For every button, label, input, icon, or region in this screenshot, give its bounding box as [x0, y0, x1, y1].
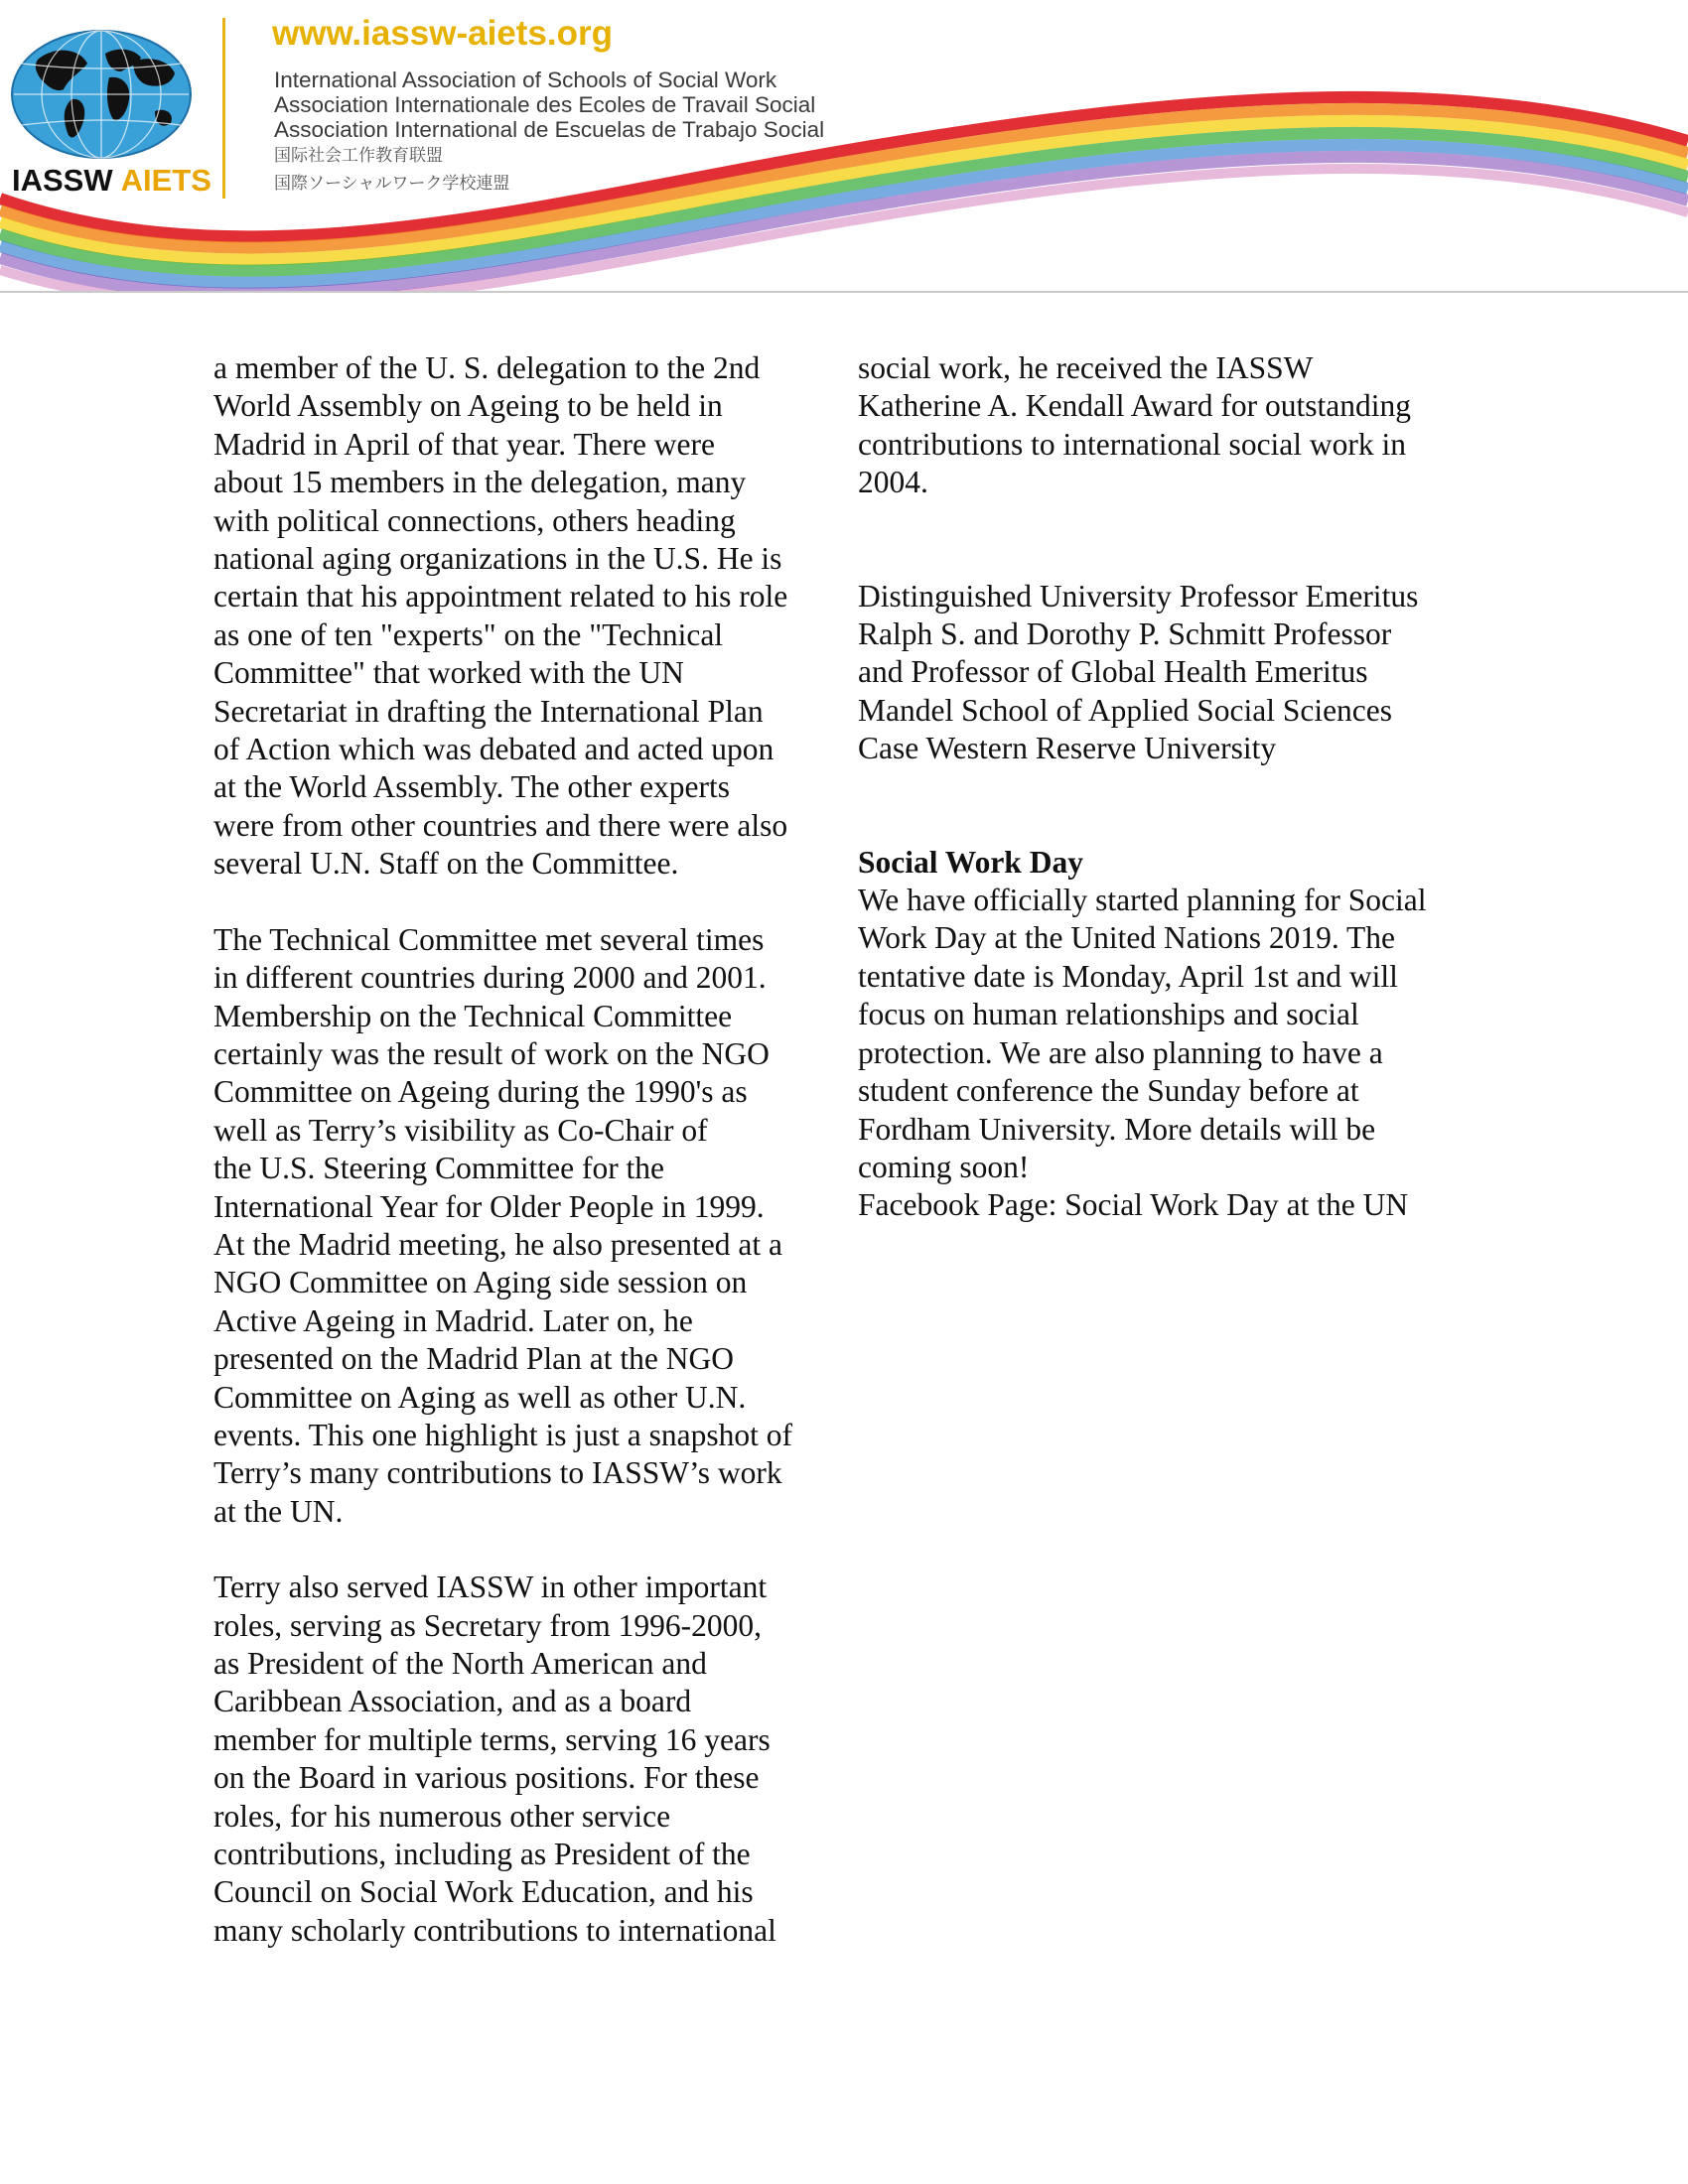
globe-icon: [10, 28, 194, 162]
paragraph-kendall-award: social work, he received the IASSW Katherine A. Kendall Award for outstanding contributions to international social work in 2004.: [858, 350, 1411, 500]
paragraph-spacer: [213, 884, 849, 921]
association-name-ja: 国際ソーシャルワーク学校連盟: [274, 174, 510, 194]
rainbow-swoosh: [0, 0, 1688, 291]
left-column: [213, 349, 849, 1950]
logo-text-aiets: AIETS: [120, 163, 211, 198]
signature-titles: Distinguished University Professor Emeritus Ralph S. and Dorothy P. Schmitt Professor and Professor of Global Health Emeritus Mandel School of Applied Social Sciences Case Western Reserve University: [858, 578, 1419, 766]
right-column: [858, 349, 1493, 1225]
paragraph-spacer: [858, 768, 1493, 844]
association-name-fr: Association Internationale des Ecoles de Travail Social: [274, 92, 816, 117]
paragraph-social-work-day: We have officially started planning for Social Work Day at the United Nations 2019. The tentative date is Monday, April 1st and will focus on human relationships and social protection. We are also planning to have a student conference the Sunday before at Fordham University. More details will be coming soon!: [858, 883, 1427, 1184]
paragraph-spacer: [858, 502, 1493, 578]
letterhead: [0, 0, 1688, 293]
association-names: [274, 68, 824, 198]
facebook-page-text: Facebook Page: Social Work Day at the UN: [858, 1187, 1409, 1223]
paragraph-other-roles: Terry also served IASSW in other important roles, serving as Secretary from 1996-2000, as President of the North American and Caribbean Association, and as a board member for multiple terms, serving 16 years on the Board in various positions. For these roles, for his numerous other service contributions, including as President of the Council on Social Work Education, and his many scholarly contributions to international: [213, 1570, 776, 1948]
section-heading-social-work-day: Social Work Day: [858, 844, 1083, 880]
logo-text-iassw: IASSW: [12, 163, 113, 198]
paragraph-delegation: a member of the U. S. delegation to the 2nd World Assembly on Ageing to be held in Madrid in April of that year. There were about 15 members in the delegation, many with political connections, others heading national aging organizations in the U.S. He is certain that his appointment related to his role as one of ten "experts" on the "Technical Committee" that worked with the UN Secretariat in drafting the International Plan of Action which was debated and acted upon at the World Assembly. The other experts were from other countries and there were also several U.N. Staff on the Committee.: [213, 350, 788, 882]
paragraph-technical-committee: The Technical Committee met several times in different countries during 2000 and 2001. Membership on the Technical Committee certainly was the result of work on the NGO Committee on Ageing during the 1990's as well as Terry’s visibility as Co-Chair of the U.S. Steering Committee for the International Year for Older People in 1999. At the Madrid meeting, he also presented at a NGO Committee on Aging side session on Active Ageing in Madrid. Later on, he presented on the Madrid Plan at the NGO Committee on Aging as well as other U.N. events. This one highlight is just a snapshot of Terry’s many contributions to IASSW’s work at the UN.: [213, 921, 793, 1529]
association-name-en: International Association of Schools of Social Work: [274, 68, 777, 92]
association-name-es: Association International de Escuelas de Trabajo Social: [274, 117, 825, 142]
association-name-zh: 国际社会工作教育联盟: [274, 146, 443, 166]
site-url-link[interactable]: www.iassw-aiets.org: [272, 14, 613, 53]
logo-wordmark: [12, 163, 211, 199]
paragraph-spacer: [213, 1531, 849, 1569]
header-divider: [222, 18, 225, 199]
